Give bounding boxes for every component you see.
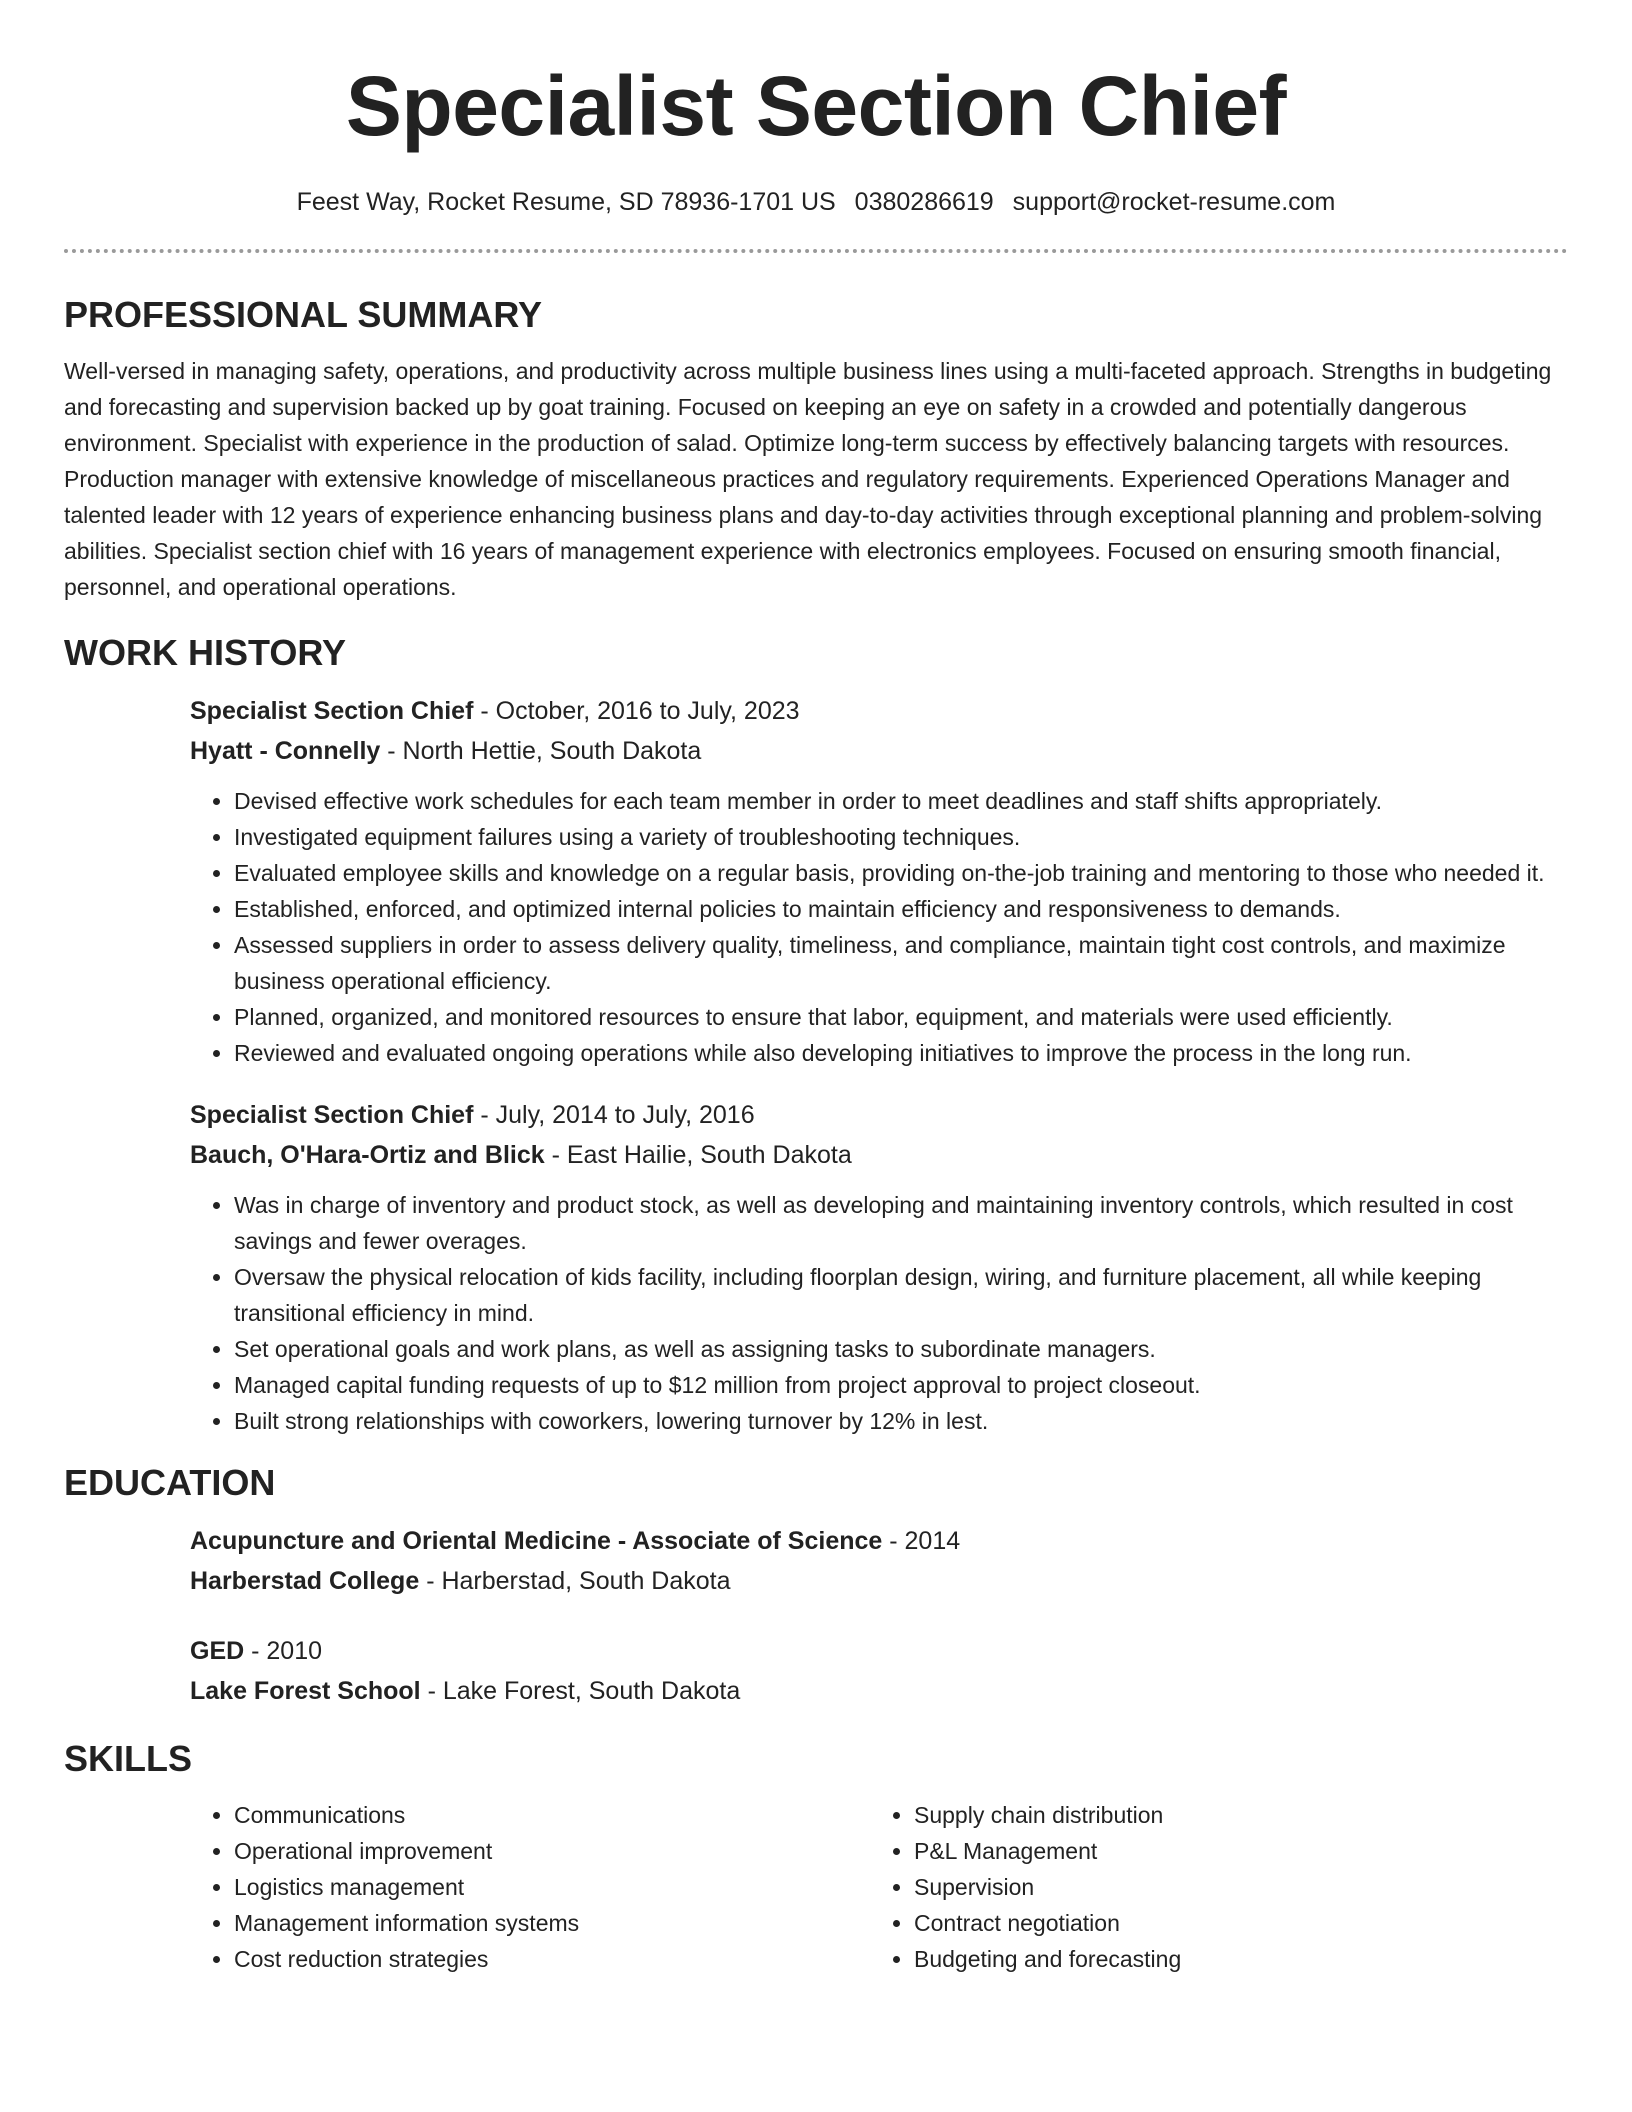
contact-line: [64, 185, 1568, 219]
job-entry: [190, 691, 1568, 1071]
skill-item: • Operational improvement: [234, 1833, 870, 1869]
header-divider: [64, 249, 1568, 253]
job-location: - East Hailie, South Dakota: [544, 1141, 852, 1169]
education-degree-line: [190, 1521, 1568, 1561]
job-bullet: • Devised effective work schedules for each team member in order to meet deadlines and staff shifts appropriately.: [234, 783, 1568, 819]
job-dates: - July, 2014 to July, 2016: [473, 1101, 755, 1129]
skills-heading: SKILLS: [64, 1738, 193, 1779]
job-bullet: • Established, enforced, and optimized internal policies to maintain efficiency and responsiveness to demands.: [234, 891, 1568, 927]
job-title: Specialist Section Chief: [190, 1101, 474, 1129]
education-school: Harberstad College: [190, 1567, 420, 1595]
education-heading: EDUCATION: [64, 1462, 276, 1503]
skill-item: • Contract negotiation: [914, 1905, 1550, 1941]
skill-item: • Budgeting and forecasting: [914, 1941, 1550, 1977]
job-company: Hyatt - Connelly: [190, 737, 381, 765]
job-bullet: • Investigated equipment failures using a variety of troubleshooting techniques.: [234, 819, 1568, 855]
skills-column-left: [190, 1797, 870, 1977]
job-location: - North Hettie, South Dakota: [380, 737, 702, 765]
job-bullet: • Was in charge of inventory and product stock, as well as developing and maintaining inventory controls, which resulted in cost savings and fewer overages.: [234, 1187, 1568, 1259]
skill-item: • P&L Management: [914, 1833, 1550, 1869]
job-company-line: [190, 731, 1568, 771]
job-bullet: • Set operational goals and work plans, as well as assigning tasks to subordinate managers.: [234, 1331, 1568, 1367]
summary-heading: PROFESSIONAL SUMMARY: [64, 294, 543, 335]
education-degree-line: [190, 1631, 1568, 1671]
job-bullet: • Evaluated employee skills and knowledge on a regular basis, providing on-the-job training and mentoring to those who needed it.: [234, 855, 1568, 891]
work-history-heading: WORK HISTORY: [64, 632, 347, 673]
education-location: - Harberstad, South Dakota: [419, 1567, 731, 1595]
skill-item: • Supply chain distribution: [914, 1797, 1550, 1833]
contact-phone: 0380286619: [854, 188, 994, 216]
job-bullet: • Built strong relationships with coworkers, lowering turnover by 12% in lest.: [234, 1403, 1568, 1439]
education-year: - 2010: [244, 1637, 323, 1665]
education-degree: Acupuncture and Oriental Medicine - Associate of Science: [190, 1527, 883, 1555]
education-entry: [190, 1521, 1568, 1601]
job-bullet: • Planned, organized, and monitored resources to ensure that labor, equipment, and materials were used efficiently.: [234, 999, 1568, 1035]
resume-name: Specialist Section Chief: [345, 59, 1287, 153]
education-entry: [190, 1631, 1568, 1711]
skill-item: • Management information systems: [234, 1905, 870, 1941]
education-school: Lake Forest School: [190, 1677, 421, 1705]
job-title-line: [190, 691, 1568, 731]
education-school-line: [190, 1561, 1568, 1601]
skills-column-right: [870, 1797, 1550, 1977]
education-location: - Lake Forest, South Dakota: [420, 1677, 741, 1705]
job-company-line: [190, 1135, 1568, 1175]
job-bullets: [190, 1187, 1568, 1439]
summary-text: Well-versed in managing safety, operations, and productivity across multiple business lines using a multi-faceted approach. Strengths in budgeting and forecasting and supervision backed up by goat training. Focused on keeping an eye on safety in a crowded and potentially dangerous environment. Specialist with experience in the production of salad. Optimize long-term success by effectively balancing targets with resources. Production manager with extensive knowledge of miscellaneous practices and regulatory requirements. Experienced Operations Manager and talented leader with 12 years of experience enhancing business plans and day-to-day activities through exceptional planning and problem-solving abilities. Specialist section chief with 16 years of management experience with electronics employees. Focused on ensuring smooth financial, personnel, and operational operations.: [64, 358, 1552, 600]
job-title: Specialist Section Chief: [190, 697, 474, 725]
job-title-line: [190, 1095, 1568, 1135]
job-bullet: • Managed capital funding requests of up to $12 million from project approval to project closeout.: [234, 1367, 1568, 1403]
job-bullet: • Assessed suppliers in order to assess delivery quality, timeliness, and compliance, maintain tight cost controls, and maximize business operational efficiency.: [234, 927, 1568, 999]
skills-list: [190, 1797, 1568, 1977]
job-bullets: [190, 783, 1568, 1071]
contact-address: Feest Way, Rocket Resume, SD 78936-1701 US: [296, 188, 836, 216]
job-company: Bauch, O'Hara-Ortiz and Blick: [190, 1141, 545, 1169]
job-dates: - October, 2016 to July, 2023: [473, 697, 800, 725]
education-year: - 2014: [882, 1527, 961, 1555]
skill-item: • Supervision: [914, 1869, 1550, 1905]
job-bullet: • Reviewed and evaluated ongoing operations while also developing initiatives to improve the process in the long run.: [234, 1035, 1568, 1071]
skill-item: • Communications: [234, 1797, 870, 1833]
job-entry: [190, 1095, 1568, 1439]
education-degree: GED: [190, 1637, 245, 1665]
education-school-line: [190, 1671, 1568, 1711]
job-bullet: • Oversaw the physical relocation of kids facility, including floorplan design, wiring, and furniture placement, all while keeping transitional efficiency in mind.: [234, 1259, 1568, 1331]
skill-item: • Cost reduction strategies: [234, 1941, 870, 1977]
contact-email: support@rocket-resume.com: [1012, 188, 1336, 216]
skill-item: • Logistics management: [234, 1869, 870, 1905]
